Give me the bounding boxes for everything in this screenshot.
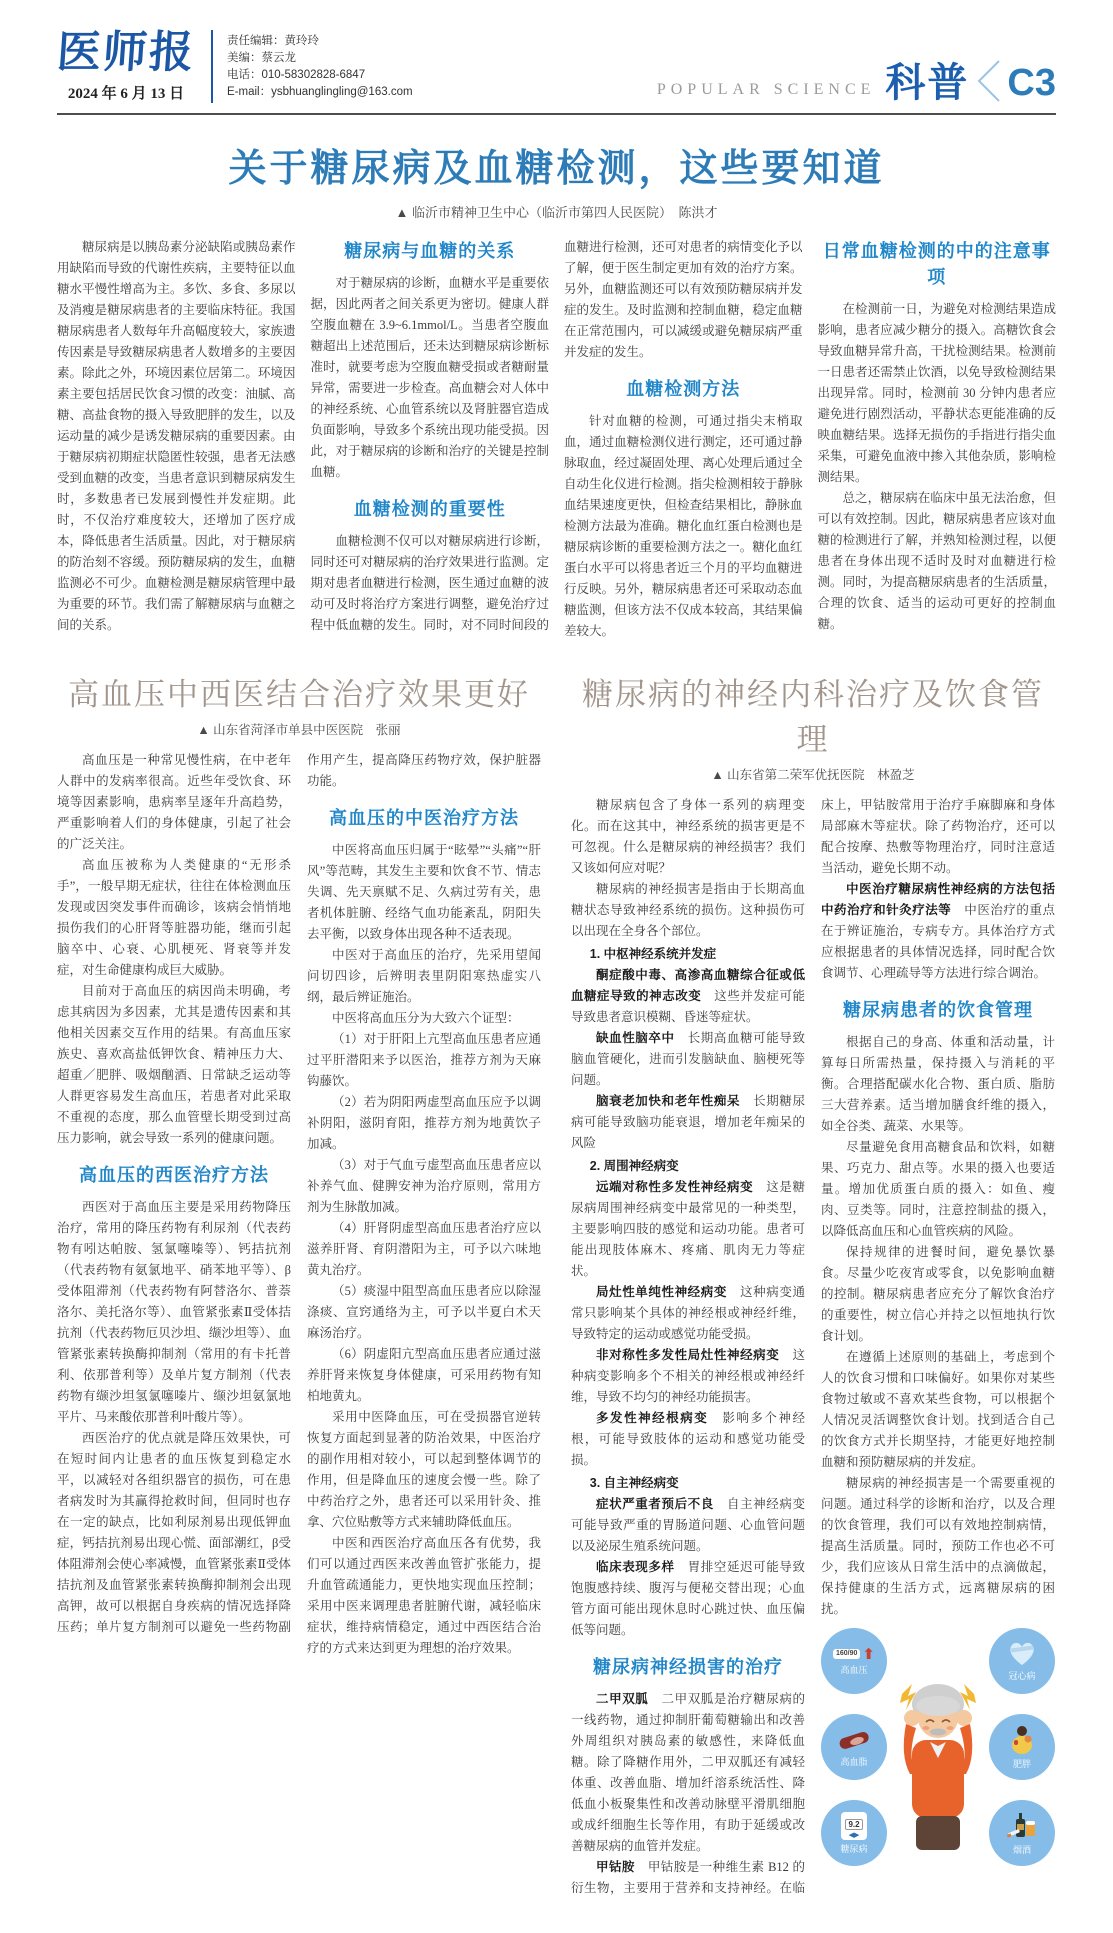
section-subhead: 高血压的西医治疗方法 xyxy=(79,1165,269,1186)
paragraph: 酮症酸中毒、高渗高血糖综合征或低血糖症导致的神志改变 这些并发症可能导致患者意识模糊、昏迷等症状。 xyxy=(571,968,805,1025)
section-subhead: 糖尿病神经损害的治疗 xyxy=(593,1657,783,1678)
paragraph: 血糖检测不仅可以对糖尿病进行诊断，同时还可对糖尿病的治疗效果进行监测。定期对患者血糖进行检测，医生通过血糖的波动可及时将治疗方案进行调整，避免治疗过程中低血糖的发生。同时，对不同时间段的血糖进行检测，还可对患者的病情变化予以了解，便于医生制定更加有效的治疗方案。另外，血糖监测还可以有效预防糖尿病并发症的发生。及时监测和控制血糖，稳定血糖在正常范围内，可以减缓或避免糖尿病严重并发症的发生。 xyxy=(310,240,803,632)
runin-heading: 症状严重者预后不良 xyxy=(596,1497,714,1512)
paragraph: （6）阴虚阳亢型高血压患者应通过滋养肝肾来恢复身体健康，可采用药物有知柏地黄丸。 xyxy=(307,1347,541,1404)
paragraph: （1）对于肝阳上亢型高血压患者应通过平肝潜阳来予以医治，推荐方剂为天麻钩藤饮。 xyxy=(307,1032,541,1089)
article3-byline: ▲ 山东省第二荣军优抚医院 林盈芝 xyxy=(711,768,915,783)
paragraph: 针对血糖的检测，可通过指尖末梢取血，通过血糖检测仪进行测定，还可通过静脉取血，经过凝固处理、离心处理后通过全自动生化仪进行检测。指尖检测相较于静脉血结果速度更快，但检查结果相比，静脉血检测方法最为准确。糖化血红蛋白检测也是糖尿病诊断的重要检测方法之一。糖化血红蛋白水平可以将患者近三个月的平均血糖进行反映。另外，糖尿病患者还可采取动态血糖监测，但该方法不仅成本较高，其结果偏差较大。 xyxy=(564,414,803,638)
runin-heading: 甲钴胺 xyxy=(596,1860,635,1875)
glucose-meter-icon xyxy=(841,1812,867,1840)
paragraph: 临床表现多样 胃排空延迟可能导致饱腹感持续、腹泻与便秘交替出现；心血管方面可能出现休息时心跳过快、血压偏低等问题。 xyxy=(571,1560,805,1638)
bubble-label: 肥胖 xyxy=(1012,1758,1031,1769)
section-name-cn: 科普 xyxy=(885,61,970,105)
section-subhead: 日常血糖检测的中的注意事项 xyxy=(822,241,1051,287)
paragraph: （5）痰湿中阻型高血压患者应以除湿涤痰、宣窍通络为主，可予以半夏白术天麻汤治疗。 xyxy=(307,1284,541,1341)
paragraph: 症状严重者预后不良 自主神经病变可能导致严重的胃肠道问题、心血管问题以及泌尿生殖系统问题。 xyxy=(571,1497,805,1554)
article-diabetes-testing xyxy=(57,137,1056,643)
overweight-person-icon xyxy=(1008,1725,1036,1755)
section-name-en: POPULAR SCIENCE xyxy=(656,81,876,98)
article2-title: 高血压中西医结合治疗效果更好 xyxy=(68,677,530,713)
paragraph: 中医将高血压归属于“眩晕”“头痛”“肝风”等范畴，其发生主要和饮食不节、情志失调、先天禀赋不足、久病过劳有关，患者机体脏腑、经络气血功能紊乱，阴阳失去平衡，以致身体出现各种不适表现。 xyxy=(307,843,541,942)
runin-heading: 中医治疗糖尿病性神经病的方法包括中药治疗和针灸疗法等 xyxy=(821,882,1055,918)
cigarette-alcohol-icon xyxy=(1006,1811,1038,1841)
section-subhead: 高血压的中医治疗方法 xyxy=(329,808,519,829)
article1-body xyxy=(57,237,1056,643)
article2-body xyxy=(57,750,541,1659)
paragraph: 中医治疗糖尿病性神经病的方法包括中药治疗和针灸疗法等 中医治疗的重点在于辨证施治，专病专方。具体治疗方式应根据患者的具体情况选择，同时配合饮食调节、心理疏导等方法进行综合调治。 xyxy=(821,882,1055,981)
bubble-smoking-drinking xyxy=(989,1800,1055,1866)
paragraph: 总之，糖尿病在临床中虽无法治愈，但可以有效控制。因此，糖尿病患者应该对血糖的检测进行了解，并熟知检测过程，以便患者在身体出现不适时及时对血糖进行检测。同时，为提高糖尿病患者的生活质量，合理的饮食、适当的运动可更好的控制血糖。 xyxy=(817,491,1056,631)
section-subhead: 血糖检测的重要性 xyxy=(353,499,506,519)
blood-vessel-icon xyxy=(837,1727,871,1753)
paragraph: 糖尿病包含了身体一系列的病理变化。而在这其中，神经系统的损害更是不可忽视。什么是糖尿病的神经损害？我们又该如何应对呢？ xyxy=(571,798,805,876)
paragraph: 高血压是一种常见慢性病，在中老年人群中的发病率很高。近些年受饮食、环境等因素影响，患病率呈逐年升高趋势，严重影响着人们的身体健康，引起了社会的广泛关注。 xyxy=(57,753,291,852)
paragraph: （2）若为阴阳两虚型高血压应予以调补阴阳，滋阴育阳，推荐方剂为地黄饮子加减。 xyxy=(307,1095,541,1152)
blood-pressure-monitor-icon: 160/90 xyxy=(833,1649,860,1659)
runin-heading: 多发性神经根病变 xyxy=(596,1411,709,1426)
article1-title: 关于糖尿病及血糖检测，这些要知道 xyxy=(228,148,885,190)
bubble-hyperlipidemia xyxy=(821,1714,887,1780)
runin-heading: 远端对称性多发性神经病变 xyxy=(596,1180,754,1195)
article-hypertension xyxy=(57,669,541,1899)
editor-info-block xyxy=(211,30,413,103)
paragraph: （3）对于气血亏虚型高血压患者应以补养气血、健脾安神为治疗原则，常用方剂为生脉散加减。 xyxy=(307,1158,541,1215)
paragraph: 中医和西医治疗高血压各有优势，我们可以通过西医来改善血管扩张能力，提升血管疏通能力，更快地实现血压控制；采用中医来调理患者脏腑代谢，减轻临床症状，维持病情稳定，通过中西医结合治疗的方式来达到更为理想的治疗效果。 xyxy=(307,1536,541,1656)
paragraph: 对于糖尿病的诊断，血糖水平是重要依据，因此两者之间关系更为密切。健康人群空腹血糖在 3.9~6.1mmol/L。当患者空腹血糖超出上述范围后，还未达到糖尿病诊断标准时，就要考虑为空腹血糖受损或者糖耐量异常，需要进一步检查。高血糖会对人体中的神经系统、心血管系统以及肾脏器官造成负面影响，导致多个系统出现功能受损。因此，对于糖尿病的诊断和治疗的关键是控制血糖。 xyxy=(310,276,549,479)
runin-heading: 二甲双胍 xyxy=(596,1692,649,1707)
paragraph: 二甲双胍 二甲双胍是治疗糖尿病的一线药物，通过抑制肝葡萄糖输出和改善外周组织对胰岛素的敏感性，来降低血糖。除了降糖作用外，二甲双胍还有减轻体重、改善血脂、增加纤溶系统活性、降低血小板聚集性和改善动脉壁平滑肌细胞或成纤细胞生长等作用，有助于延缓或改善糖尿病的血管并发症。 xyxy=(571,1692,805,1854)
paragraph: 高血压被称为人类健康的“无形杀手”，一般早期无症状，往往在体检测血压发现或因突发事件而确诊，该病会悄悄地损伤我们的心肝肾等脏器功能，继而引起脑卒中、心衰、心肌梗死、肾衰等并发症，对生命健康构成巨大威胁。 xyxy=(57,858,291,978)
paragraph: 尽量避免食用高糖食品和饮料，如糖果、巧克力、甜点等。水果的摄入也要适量。增加优质蛋白质的摄入：如鱼、瘦肉、豆类等。同时，注意控制盐的摄入，以降低高血压和心血管疾病的风险。 xyxy=(821,1140,1055,1239)
up-arrow-icon: ⬆ xyxy=(862,1644,875,1663)
paragraph: 保持规律的进餐时间，避免暴饮暴食。尽量少吃夜宵或零食，以免影响血糖的控制。糖尿病患者应充分了解饮食治疗的重要性，树立信心并持之以恒地执行饮食计划。 xyxy=(821,1245,1055,1344)
article3-body xyxy=(571,795,1055,1899)
chevron-divider-icon xyxy=(975,59,1001,103)
runin-heading: 局灶性单纯性神经病变 xyxy=(596,1285,727,1300)
paragraph: 中医对于高血压的治疗，先采用望闻问切四诊，后辨明表里阴阳寒热虚实八纲，最后辨证施治。 xyxy=(307,948,541,1005)
section-subhead: 糖尿病与血糖的关系 xyxy=(344,241,516,261)
meter-buttons: ◀▶ xyxy=(848,1830,860,1839)
paper-name-logo: 医师报 xyxy=(55,28,197,77)
editor-line: 责任编辑：黄玲玲 xyxy=(227,34,319,47)
paragraph: 在遵循上述原则的基础上，考虑到个人的饮食习惯和口味偏好。如果你对某些食物过敏或不喜欢某些食物，可以根据个人情况灵活调整饮食计划。找到适合自己的饮食方式并长期坚持，才能更好地控制血糖和预防糖尿病的并发症。 xyxy=(821,1350,1055,1470)
paragraph: 缺血性脑卒中 长期高血糖可能导致脑血管硬化，进而引发脑缺血、脑梗死等问题。 xyxy=(571,1031,805,1088)
bubble-label: 高血压 xyxy=(840,1664,868,1675)
paragraph: 糖尿病的神经损害是一个需要重视的问题。通过科学的诊断和治疗，以及合理的饮食管理，我们可以有效地控制病情，提高生活质量。同时，预防工作也必不可少，我们应该从日常生活中的点滴做起，保持健康的生活方式，远离糖尿病的困扰。 xyxy=(821,1476,1055,1617)
paragraph: 在检测前一日，为避免对检测结果造成影响，患者应减少糖分的摄入。高糖饮食会导致血糖异常升高，干扰检测结果。检测前一日患者还需禁止饮酒，以免导致检测结果出现异常。同时，检测前 30 分钟内患者应避免进行剧烈活动，平静状态更能准确的反映血糖结果。选择无损伤的手指进行指尖血采集，可避免血液中掺入其他杂质，影响检测结果。 xyxy=(817,302,1056,484)
paragraph: 局灶性单纯性神经病变 这种病变通常只影响某个具体的神经根或神经纤维，导致特定的运动或感觉功能受损。 xyxy=(571,1285,805,1342)
paper-logo-block xyxy=(57,30,211,103)
runin-heading: 临床表现多样 xyxy=(596,1560,675,1575)
masthead xyxy=(57,30,1056,115)
heart-icon xyxy=(1007,1641,1037,1667)
section-subhead: 血糖检测方法 xyxy=(626,379,741,399)
glucose-reading: 9.2 xyxy=(845,1819,862,1830)
paragraph: 脑衰老加快和老年性痴呆 长期糖尿病可能导致脑功能衰退，增加老年痴呆的风险 xyxy=(571,1094,805,1151)
runin-heading: 缺血性脑卒中 xyxy=(596,1031,675,1046)
article-diabetes-neurology xyxy=(571,669,1055,1899)
section-banner xyxy=(657,59,1056,103)
paragraph: 西医治疗的优点就是降压效果快，可在短时间内让患者的血压恢复到稳定水平，以减轻对各组织器官的损伤，可在患者病发时为其赢得抢救时间，但同时也存在一定的缺点，比如利尿剂易出现低钾血症，钙拮抗剂易出现心慌、面部潮红，β受体阻滞剂会使心率减慢，血管紧张素Ⅱ受体拮抗剂及血管紧张素转换酶抑制剂会出现高钾，故可以根据自身疾病的情况选择降压药；单片复方制剂可以避免一些药物副作用产生，提高降压药物疗效，保护脏器功能。 xyxy=(57,753,541,1635)
runin-heading: 酮症酸中毒、高渗高血糖综合征或低血糖症导致的神志改变 xyxy=(571,968,805,1004)
paragraph: 根据自己的身高、体重和活动量，计算每日所需热量，保持摄入与消耗的平衡。合理搭配碳水化合物、蛋白质、脂肪三大营养素。适当增加膳食纤维的摄入，如全谷类、蔬菜、水果等。 xyxy=(821,1035,1055,1134)
article1-byline: ▲ 临沂市精神卫生中心（临沂市第四人民医院） 陈洪才 xyxy=(395,205,718,220)
bubble-coronary-disease xyxy=(989,1628,1055,1694)
paragraph: 多发性神经根病变 影响多个神经根，可能导致肢体的运动和感觉功能受损。 xyxy=(571,1411,805,1468)
paragraph: 非对称性多发性局灶性神经病变 这种病变影响多个不相关的神经根或神经纤维，导致不均匀的神经功能损害。 xyxy=(571,1348,805,1405)
email-line: E-mail：ysbhuanglingling@163.com xyxy=(227,85,413,98)
bubble-obesity xyxy=(989,1714,1055,1780)
bubble-label: 糖尿病 xyxy=(840,1843,868,1854)
art-editor-line: 美编：蔡云龙 xyxy=(227,51,296,64)
numbered-heading: 2. 周围神经病变 xyxy=(589,1159,679,1174)
paragraph: 糖尿病是以胰岛素分泌缺陷或胰岛素作用缺陷而导致的代谢性疾病，主要特征以血糖水平慢性增高为主。多饮、多食、多尿以及消瘦是糖尿病患者的主要临床特征。我国糖尿病患者人数每年升高幅度较大，家族遗传因素是导致糖尿病患者人数增多的主要因素。除此之外，环境因素位居第二。环境因素主要包括居民饮食习惯的改变：油腻、高糖、高盐食物的摄入导致肥胖的发生，以及运动量的减少是诱发糖尿病的重要因素。由于糖尿病初期症状隐匿性较强，患者无法感受到血糖的改变，当患者意识到糖尿病发生时，多数患者已发展到慢性并发症期。此时，不仅治疗难度较大，还增加了医疗成本，降低患者生活质量。因此，对于糖尿病的防治刻不容缓。预防糖尿病的发生，血糖监测必不可少。血糖检测是糖尿病管理中最为重要的环节。我们需了解糖尿病与血糖之间的关系。 xyxy=(57,240,296,632)
numbered-heading: 1. 中枢神经系统并发症 xyxy=(589,947,717,962)
stressed-elderly-man-figure xyxy=(882,1666,994,1866)
paragraph: （4）肝肾阴虚型高血压患者治疗应以滋养肝肾、育阴潜阳为主，可予以六味地黄丸治疗。 xyxy=(307,1221,541,1278)
bubble-diabetes xyxy=(821,1800,887,1866)
paragraph: 中医将高血压分为大致六个证型： xyxy=(332,1011,520,1026)
article3-title: 糖尿病的神经内科治疗及饮食管理 xyxy=(582,677,1044,758)
paragraph: 糖尿病的神经损害是指由于长期高血糖状态导致神经系统的损伤。这种损伤可以出现在全身各个部位。 xyxy=(571,882,805,939)
issue-date: 2024 年 6 月 13 日 xyxy=(67,86,185,102)
bubble-label: 烟酒 xyxy=(1012,1844,1031,1855)
runin-heading: 非对称性多发性局灶性神经病变 xyxy=(596,1348,780,1363)
paragraph: 远端对称性多发性神经病变 这是糖尿病周围神经病变中最常见的一种类型，主要影响四肢的感觉和运动功能。患者可能出现肢体麻木、疼痛、肌肉无力等症状。 xyxy=(571,1180,805,1279)
bubble-label: 高血脂 xyxy=(840,1756,868,1767)
bubble-hypertension xyxy=(821,1628,887,1694)
article2-byline: ▲ 山东省菏泽市单县中医医院 张丽 xyxy=(197,723,401,738)
bubble-label: 冠心病 xyxy=(1008,1670,1036,1681)
phone-line: 电话：010-58302828-6847 xyxy=(227,68,366,81)
paragraph: 目前对于高血压的病因尚未明确，考虑其病因为多因素，尤其是遗传因素和其他相关因素交互作用的结果。有高血压家族史、喜欢高盐低钾饮食、精神压力大、超重／肥胖、吸烟酗酒、日常缺乏运动等人群更容易发生高血压，若患者对此采取不重视的态度，那么血管壁长期受到过高压力影响，就会导致一系列的健康问题。 xyxy=(57,984,291,1146)
paragraph: 西医对于高血压主要是采用药物降压治疗，常用的降压药物有利尿剂（代表药物有吲达帕胺、氢氯噻嗪等）、钙拮抗剂（代表药物有氨氯地平、硝苯地平等）、β受体阻滞剂（代表药物有阿替洛尔、普萘洛尔、美托洛尔等）、血管紧张素Ⅱ受体拮抗剂（代表药物厄贝沙坦、缬沙坦等）、血管紧张素转换酶抑制剂（常用的有卡托普利、依那普利等）及单片复方制剂（代表药物有缬沙坦氢氯噻嗪片、缬沙坦氨氯地平片、马来酸依那普利叶酸片等）。 xyxy=(57,1200,291,1425)
numbered-heading: 3. 自主神经病变 xyxy=(589,1476,679,1491)
section-subhead: 糖尿病患者的饮食管理 xyxy=(843,1000,1033,1021)
paragraph: 甲钴胺 甲钴胺是一种维生素 B12 的衍生物，主要用于营养和支持神经。在临床上，甲钴胺常用于治疗手麻脚麻和身体局部麻木等症状。除了药物治疗，还可以配合按摩、热敷等物理治疗，同时注意适当活动，避免长期不动。 xyxy=(571,798,1055,1896)
risk-factors-illustration xyxy=(821,1628,1055,1866)
paragraph: 采用中医降血压，可在受损器官逆转恢复方面起到显著的防治效果，中医治疗的副作用相对较小，可以起到整体调节的作用，但是降血压的速度会慢一些。除了中药治疗之外，患者还可以采用针灸、推拿、穴位贴敷等方式来辅助降低血压。 xyxy=(307,1410,541,1530)
page-number: C3 xyxy=(1007,62,1056,104)
runin-heading: 脑衰老加快和老年性痴呆 xyxy=(596,1094,741,1109)
